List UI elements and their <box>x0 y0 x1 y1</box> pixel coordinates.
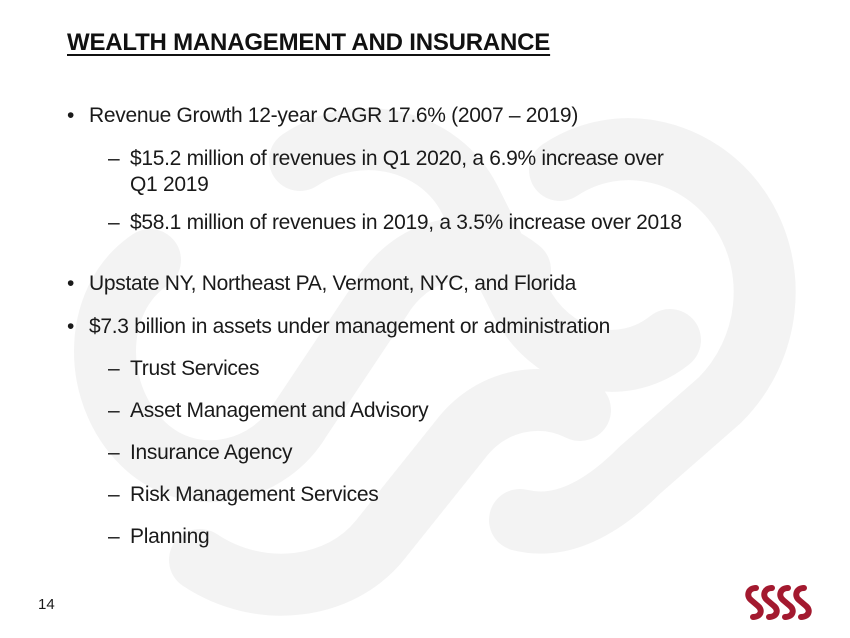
sub-bullet-text: Insurance Agency <box>130 441 293 464</box>
sub-bullet-annual-revenue <box>108 210 682 236</box>
sub-bullet-text: $58.1 million of revenues in 2019, a 3.5% increase over 2018 <box>130 211 682 234</box>
dash-mark: – <box>108 525 120 548</box>
dash-mark: – <box>108 147 120 170</box>
page-number: 14 <box>38 596 55 613</box>
bullet-locations <box>67 271 576 297</box>
sub-bullet-text: Risk Management Services <box>130 483 379 506</box>
bullet-text: Revenue Growth 12-year CAGR 17.6% (2007 – 2019) <box>89 104 579 127</box>
sub-bullet-planning <box>108 524 209 550</box>
bullet-mark: • <box>67 272 75 295</box>
bullet-text: $7.3 billion in assets under management or administration <box>89 315 611 338</box>
sub-bullet-q1-revenue <box>108 146 664 198</box>
bullet-mark: • <box>67 315 75 338</box>
dash-mark: – <box>108 399 120 422</box>
bullet-assets <box>67 314 610 340</box>
sub-bullet-text: Planning <box>130 525 210 548</box>
sub-bullet-trust-services <box>108 356 259 382</box>
sub-bullet-asset-management <box>108 398 428 424</box>
sub-bullet-text-continued: Q1 2019 <box>130 173 209 196</box>
dash-mark: – <box>108 483 120 506</box>
sub-bullet-insurance-agency <box>108 440 292 466</box>
sub-bullet-text: Trust Services <box>130 357 260 380</box>
slide-title: WEALTH MANAGEMENT AND INSURANCE <box>67 29 551 56</box>
bullet-text: Upstate NY, Northeast PA, Vermont, NYC, and Florida <box>89 272 576 295</box>
dash-mark: – <box>108 441 120 464</box>
sub-bullet-risk-management <box>108 482 378 508</box>
sub-bullet-text: $15.2 million of revenues in Q1 2020, a 6.9% increase over <box>130 147 664 170</box>
company-logo-icon <box>742 582 812 622</box>
dash-mark: – <box>108 357 120 380</box>
sub-bullet-text: Asset Management and Advisory <box>130 399 429 422</box>
bullet-mark: • <box>67 104 75 127</box>
dash-mark: – <box>108 211 120 234</box>
bullet-revenue-growth <box>67 103 578 129</box>
